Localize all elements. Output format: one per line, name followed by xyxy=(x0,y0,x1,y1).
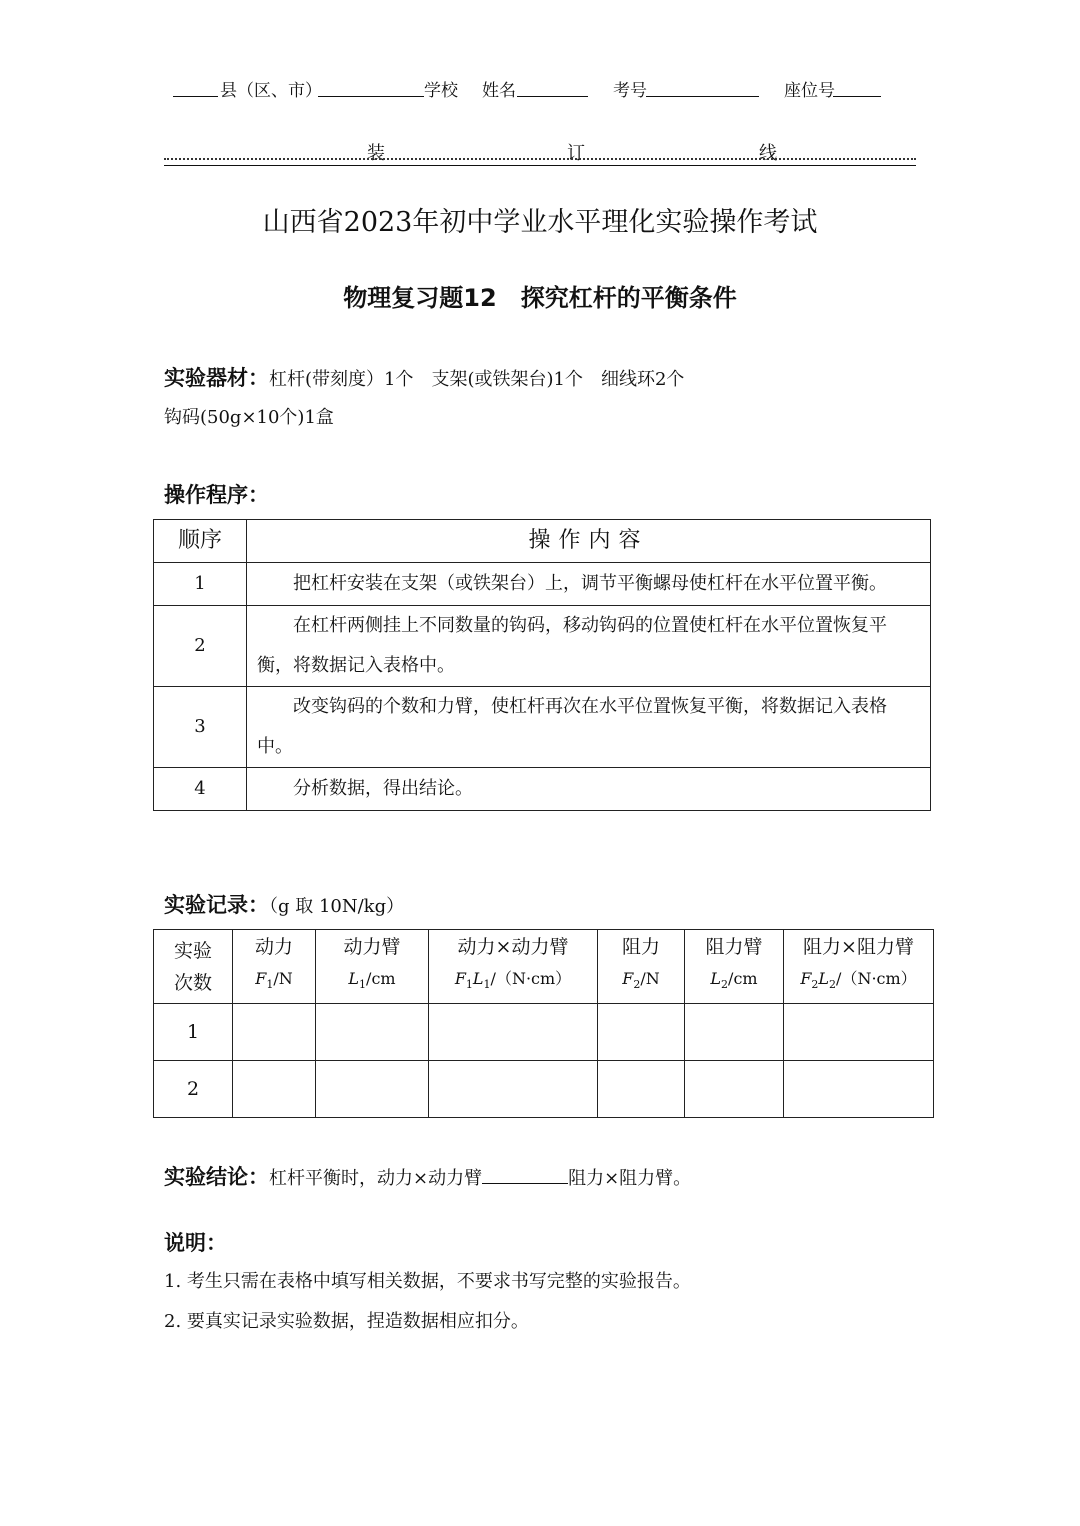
data-cell[interactable] xyxy=(316,1061,429,1118)
record-section xyxy=(164,889,404,919)
symbol: L xyxy=(472,969,484,989)
conclusion-label: 实验结论： xyxy=(164,1165,269,1189)
procedure-order-header: 顺序 xyxy=(154,520,247,563)
record-label: 实验记录： xyxy=(164,893,269,917)
data-cell[interactable] xyxy=(316,1004,429,1061)
conclusion-text-before: 杠杆平衡时，动力×动力臂 xyxy=(269,1168,483,1189)
table-row xyxy=(154,768,931,811)
trial-number: 2 xyxy=(154,1061,233,1118)
binding-char-3: 线 xyxy=(759,143,777,164)
record-header-row xyxy=(154,930,934,1004)
exam-no-label: 考号 xyxy=(613,81,647,101)
data-cell[interactable] xyxy=(598,1061,685,1118)
procedure-step-text: 改变钩码的个数和力臂，使杠杆再次在水平位置恢复平衡，将数据记入表格中。 xyxy=(247,687,931,768)
conclusion-section xyxy=(164,1161,691,1191)
table-row xyxy=(154,687,931,768)
data-cell[interactable] xyxy=(233,1061,316,1118)
col-resistance-arm-title: 阻力臂 xyxy=(705,936,763,959)
record-note: （g 取 10N/kg） xyxy=(269,896,405,917)
exam-no-blank[interactable] xyxy=(646,96,759,97)
record-table xyxy=(153,929,934,1118)
col-resistance-force-title: 阻力 xyxy=(621,936,660,959)
table-row xyxy=(154,1004,934,1061)
col-effort-force-title: 动力 xyxy=(254,936,293,959)
col-effort-product xyxy=(429,930,598,1004)
page-title: 山西省2023年初中学业水平理化实验操作考试 xyxy=(262,207,818,238)
note-item: 1. 考生只需在表格中填写相关数据，不要求书写完整的实验报告。 xyxy=(164,1271,691,1292)
procedure-step-text: 把杠杆安装在支架（或铁架台）上，调节平衡螺母使杠杆在水平位置平衡。 xyxy=(247,563,931,606)
school-label: 学校 xyxy=(424,81,458,101)
table-row xyxy=(154,1061,934,1118)
unit: /cm xyxy=(366,969,396,989)
name-blank[interactable] xyxy=(517,96,588,97)
binding-char-2: 订 xyxy=(567,143,585,164)
equipment-line1: 杠杆(带刻度）1个 支架(或铁架台)1个 细线环2个 xyxy=(269,369,685,390)
unit: /N xyxy=(640,969,660,989)
table-row xyxy=(154,563,931,606)
symbol: F xyxy=(622,969,634,989)
binding-dotted-line xyxy=(164,158,916,160)
col-resistance-force xyxy=(598,930,685,1004)
symbol: L xyxy=(710,969,722,989)
procedure-step-text: 分析数据，得出结论。 xyxy=(247,768,931,811)
procedure-step-number: 1 xyxy=(154,563,247,606)
notes-label: 说明： xyxy=(164,1231,227,1255)
seat-label: 座位号 xyxy=(784,81,835,101)
symbol: F xyxy=(800,969,812,989)
procedure-step-number: 2 xyxy=(154,606,247,687)
school-blank[interactable] xyxy=(318,96,424,97)
procedure-label: 操作程序： xyxy=(164,483,269,507)
seat-blank[interactable] xyxy=(833,96,881,97)
conclusion-text-after: 阻力×阻力臂。 xyxy=(568,1168,692,1189)
col-effort-arm-title: 动力臂 xyxy=(343,936,401,959)
procedure-table xyxy=(153,519,931,811)
data-cell[interactable] xyxy=(784,1004,934,1061)
conclusion-blank[interactable] xyxy=(482,1165,568,1184)
unit: /（N·cm） xyxy=(836,969,917,989)
subscript: 1 xyxy=(359,978,367,992)
data-cell[interactable] xyxy=(233,1004,316,1061)
page-subtitle: 物理复习题12 探究杠杆的平衡条件 xyxy=(343,284,737,312)
symbol: F xyxy=(255,969,267,989)
table-row xyxy=(154,606,931,687)
county-blank[interactable] xyxy=(173,96,218,97)
symbol: L xyxy=(348,969,360,989)
unit: /N xyxy=(273,969,293,989)
county-label: 县（区、市） xyxy=(220,81,322,101)
symbol: L xyxy=(818,969,830,989)
trial-number: 1 xyxy=(154,1004,233,1061)
col-effort-force xyxy=(233,930,316,1004)
procedure-step-number: 4 xyxy=(154,768,247,811)
procedure-step-number: 3 xyxy=(154,687,247,768)
equipment-line2: 钩码(50g×10个)1盒 xyxy=(164,407,334,428)
binding-char-1: 装 xyxy=(367,143,385,164)
col-resistance-arm xyxy=(685,930,784,1004)
data-cell[interactable] xyxy=(685,1004,784,1061)
subscript: 2 xyxy=(633,978,641,992)
equipment-section xyxy=(164,362,684,392)
col-effort-arm xyxy=(316,930,429,1004)
unit: /（N·cm） xyxy=(490,969,572,989)
symbol: F xyxy=(454,969,466,989)
col-resistance-product xyxy=(784,930,934,1004)
binding-solid-line xyxy=(164,165,916,166)
subscript: 1 xyxy=(266,978,274,992)
name-label: 姓名 xyxy=(482,81,516,101)
col-effort-product-title: 动力×动力臂 xyxy=(457,936,569,959)
subscript: 2 xyxy=(811,978,819,992)
data-cell[interactable] xyxy=(598,1004,685,1061)
data-cell[interactable] xyxy=(685,1061,784,1118)
procedure-header-row xyxy=(154,520,931,563)
subscript: 2 xyxy=(829,978,837,992)
col-trial-line2: 次数 xyxy=(173,971,212,994)
equipment-label: 实验器材： xyxy=(164,366,269,390)
subscript: 1 xyxy=(483,978,491,992)
unit: /cm xyxy=(728,969,758,989)
data-cell[interactable] xyxy=(784,1061,934,1118)
procedure-content-header: 操作内容 xyxy=(247,520,931,563)
data-cell[interactable] xyxy=(429,1061,598,1118)
data-cell[interactable] xyxy=(429,1004,598,1061)
col-trial xyxy=(154,930,233,1004)
col-trial-line1: 实验 xyxy=(173,939,212,962)
procedure-step-text: 在杠杆两侧挂上不同数量的钩码，移动钩码的位置使杠杆在水平位置恢复平衡，将数据记入表格中。 xyxy=(247,606,931,687)
col-resistance-product-title: 阻力×阻力臂 xyxy=(803,936,914,959)
note-item: 2. 要真实记录实验数据，捏造数据相应扣分。 xyxy=(164,1311,529,1332)
subscript: 1 xyxy=(465,978,473,992)
subscript: 2 xyxy=(721,978,729,992)
